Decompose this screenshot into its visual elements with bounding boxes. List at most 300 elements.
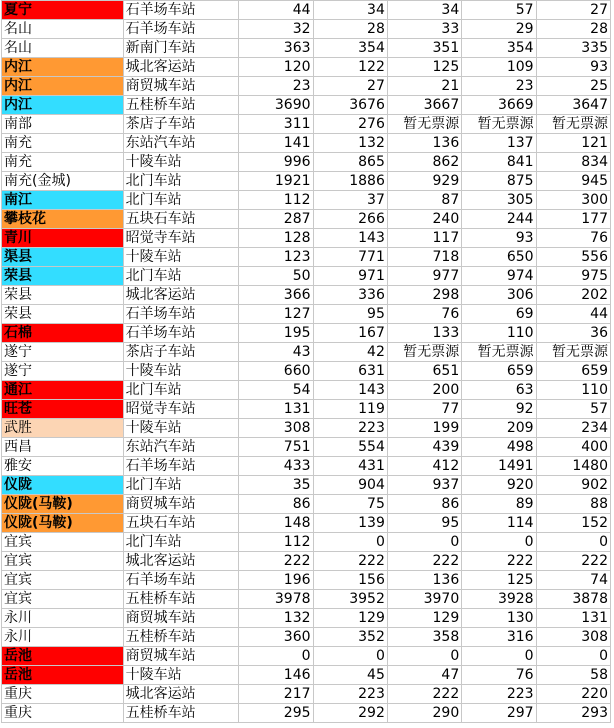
ticket-count-cell[interactable]: 133 xyxy=(387,324,461,343)
station-cell[interactable]: 商贸城车站 xyxy=(123,495,239,514)
ticket-count-cell[interactable]: 0 xyxy=(462,533,536,552)
table-row xyxy=(2,438,611,457)
ticket-count-cell[interactable]: 209 xyxy=(462,419,536,438)
ticket-count-cell[interactable]: 297 xyxy=(462,704,536,723)
ticket-count-cell[interactable]: 34 xyxy=(313,1,387,20)
ticket-count-cell[interactable]: 929 xyxy=(387,172,461,191)
ticket-count-cell[interactable]: 220 xyxy=(536,685,610,704)
ticket-count-cell[interactable]: 298 xyxy=(387,286,461,305)
ticket-count-cell[interactable]: 89 xyxy=(462,495,536,514)
table-row xyxy=(2,343,611,362)
ticket-count-cell[interactable]: 0 xyxy=(239,647,313,666)
city-cell[interactable]: 荣县 xyxy=(2,305,124,324)
ticket-count-cell[interactable]: 223 xyxy=(462,685,536,704)
city-cell[interactable]: 渠县 xyxy=(2,248,124,267)
ticket-count-cell[interactable]: 110 xyxy=(536,381,610,400)
ticket-count-cell[interactable]: 75 xyxy=(313,495,387,514)
city-cell[interactable]: 仪陇(马鞍) xyxy=(2,514,124,533)
city-cell[interactable]: 名山 xyxy=(2,20,124,39)
station-cell[interactable]: 五桂桥车站 xyxy=(123,704,239,723)
city-cell[interactable]: 荣县 xyxy=(2,267,124,286)
ticket-count-cell[interactable]: 200 xyxy=(387,381,461,400)
ticket-count-cell[interactable]: 351 xyxy=(387,39,461,58)
ticket-count-cell[interactable]: 996 xyxy=(239,153,313,172)
ticket-count-cell[interactable]: 412 xyxy=(387,457,461,476)
ticket-count-cell[interactable]: 920 xyxy=(462,476,536,495)
ticket-count-cell[interactable]: 834 xyxy=(536,153,610,172)
ticket-count-cell[interactable]: 308 xyxy=(239,419,313,438)
table-row xyxy=(2,229,611,248)
city-cell[interactable]: 仪陇 xyxy=(2,476,124,495)
ticket-count-cell[interactable]: 217 xyxy=(239,685,313,704)
ticket-count-cell[interactable]: 865 xyxy=(313,153,387,172)
ticket-count-cell[interactable]: 27 xyxy=(536,1,610,20)
city-cell[interactable]: 攀枝花 xyxy=(2,210,124,229)
city-cell[interactable]: 内江 xyxy=(2,96,124,115)
ticket-count-cell[interactable]: 50 xyxy=(239,267,313,286)
ticket-count-cell[interactable]: 3676 xyxy=(313,96,387,115)
ticket-count-cell[interactable]: 199 xyxy=(387,419,461,438)
ticket-count-cell[interactable]: 659 xyxy=(462,362,536,381)
ticket-count-cell[interactable]: 937 xyxy=(387,476,461,495)
ticket-count-cell[interactable]: 0 xyxy=(536,647,610,666)
city-cell[interactable]: 南充(金城) xyxy=(2,172,124,191)
ticket-count-cell[interactable]: 95 xyxy=(387,514,461,533)
ticket-count-cell[interactable]: 295 xyxy=(239,704,313,723)
ticket-count-cell[interactable]: 28 xyxy=(313,20,387,39)
city-cell[interactable]: 永川 xyxy=(2,628,124,647)
table-row xyxy=(2,571,611,590)
ticket-count-cell[interactable]: 222 xyxy=(313,552,387,571)
station-cell[interactable]: 北门车站 xyxy=(123,267,239,286)
city-cell[interactable]: 遂宁 xyxy=(2,343,124,362)
ticket-count-cell[interactable]: 354 xyxy=(462,39,536,58)
ticket-count-cell[interactable]: 35 xyxy=(239,476,313,495)
city-cell[interactable]: 西昌 xyxy=(2,438,124,457)
ticket-count-cell[interactable]: 222 xyxy=(387,685,461,704)
ticket-count-cell[interactable]: 95 xyxy=(313,305,387,324)
ticket-count-cell[interactable]: 93 xyxy=(536,58,610,77)
ticket-count-cell[interactable]: 771 xyxy=(313,248,387,267)
ticket-count-cell[interactable]: 114 xyxy=(462,514,536,533)
ticket-count-cell[interactable]: 904 xyxy=(313,476,387,495)
ticket-count-cell[interactable]: 132 xyxy=(239,609,313,628)
ticket-count-cell[interactable]: 3690 xyxy=(239,96,313,115)
ticket-count-cell[interactable]: 127 xyxy=(239,305,313,324)
ticket-count-cell[interactable]: 363 xyxy=(239,39,313,58)
ticket-count-cell[interactable]: 223 xyxy=(313,685,387,704)
ticket-count-cell[interactable]: 945 xyxy=(536,172,610,191)
station-cell[interactable]: 十陵车站 xyxy=(123,419,239,438)
ticket-count-cell[interactable]: 76 xyxy=(536,229,610,248)
station-cell[interactable]: 石羊场车站 xyxy=(123,457,239,476)
ticket-count-cell[interactable]: 136 xyxy=(387,134,461,153)
ticket-count-cell[interactable]: 119 xyxy=(313,400,387,419)
ticket-count-cell[interactable]: 0 xyxy=(387,647,461,666)
ticket-count-cell[interactable]: 875 xyxy=(462,172,536,191)
ticket-count-cell[interactable]: 112 xyxy=(239,191,313,210)
table-row xyxy=(2,305,611,324)
city-cell[interactable]: 武胜 xyxy=(2,419,124,438)
ticket-count-cell[interactable]: 862 xyxy=(387,153,461,172)
ticket-count-cell[interactable]: 36 xyxy=(536,324,610,343)
station-cell[interactable]: 城北客运站 xyxy=(123,58,239,77)
ticket-count-cell[interactable]: 3669 xyxy=(462,96,536,115)
station-cell[interactable]: 城北客运站 xyxy=(123,552,239,571)
ticket-count-cell[interactable]: 87 xyxy=(387,191,461,210)
ticket-count-cell[interactable]: 34 xyxy=(387,1,461,20)
ticket-count-cell[interactable]: 0 xyxy=(462,647,536,666)
ticket-count-cell[interactable]: 130 xyxy=(462,609,536,628)
ticket-count-cell[interactable]: 222 xyxy=(462,552,536,571)
city-cell[interactable]: 荣县 xyxy=(2,286,124,305)
ticket-count-cell[interactable]: 631 xyxy=(313,362,387,381)
station-cell[interactable]: 十陵车站 xyxy=(123,153,239,172)
station-cell[interactable]: 茶店子车站 xyxy=(123,343,239,362)
ticket-count-cell[interactable]: 308 xyxy=(536,628,610,647)
city-cell[interactable]: 夏宁 xyxy=(2,1,124,20)
ticket-count-cell[interactable]: 45 xyxy=(313,666,387,685)
ticket-count-cell[interactable]: 306 xyxy=(462,286,536,305)
ticket-count-cell[interactable]: 152 xyxy=(536,514,610,533)
city-cell[interactable]: 南江 xyxy=(2,191,124,210)
station-cell[interactable]: 东站汽车站 xyxy=(123,438,239,457)
ticket-count-cell[interactable]: 366 xyxy=(239,286,313,305)
station-cell[interactable]: 五块石车站 xyxy=(123,514,239,533)
ticket-count-cell[interactable]: 143 xyxy=(313,229,387,248)
ticket-count-cell[interactable]: 974 xyxy=(462,267,536,286)
ticket-count-cell[interactable]: 244 xyxy=(462,210,536,229)
ticket-count-cell[interactable]: 902 xyxy=(536,476,610,495)
ticket-count-cell[interactable]: 1491 xyxy=(462,457,536,476)
station-cell[interactable]: 城北客运站 xyxy=(123,286,239,305)
ticket-count-cell[interactable]: 650 xyxy=(462,248,536,267)
ticket-count-cell[interactable]: 0 xyxy=(387,533,461,552)
table-row xyxy=(2,704,611,723)
ticket-count-cell[interactable]: 23 xyxy=(239,77,313,96)
ticket-count-cell[interactable]: 196 xyxy=(239,571,313,590)
city-cell[interactable]: 青川 xyxy=(2,229,124,248)
ticket-count-cell[interactable]: 352 xyxy=(313,628,387,647)
ticket-count-cell[interactable]: 110 xyxy=(462,324,536,343)
table-row xyxy=(2,267,611,286)
ticket-count-cell[interactable]: 131 xyxy=(536,609,610,628)
ticket-count-cell[interactable]: 316 xyxy=(462,628,536,647)
ticket-count-cell[interactable]: 234 xyxy=(536,419,610,438)
ticket-count-cell[interactable]: 86 xyxy=(239,495,313,514)
ticket-count-cell[interactable]: 266 xyxy=(313,210,387,229)
ticket-count-cell[interactable]: 122 xyxy=(313,58,387,77)
ticket-count-cell[interactable]: 1480 xyxy=(536,457,610,476)
table-row xyxy=(2,134,611,153)
ticket-count-cell[interactable]: 141 xyxy=(239,134,313,153)
ticket-count-cell[interactable]: 0 xyxy=(313,647,387,666)
ticket-count-cell[interactable]: 498 xyxy=(462,438,536,457)
station-cell[interactable]: 北门车站 xyxy=(123,533,239,552)
station-cell[interactable]: 新南门车站 xyxy=(123,39,239,58)
city-cell[interactable]: 宜宾 xyxy=(2,533,124,552)
ticket-count-cell[interactable]: 58 xyxy=(536,666,610,685)
ticket-count-cell[interactable]: 44 xyxy=(536,305,610,324)
city-cell[interactable]: 内江 xyxy=(2,77,124,96)
city-cell[interactable]: 遂宁 xyxy=(2,362,124,381)
city-cell[interactable]: 南充 xyxy=(2,134,124,153)
ticket-count-cell[interactable]: 660 xyxy=(239,362,313,381)
ticket-count-cell[interactable]: 57 xyxy=(462,1,536,20)
ticket-count-cell[interactable]: 21 xyxy=(387,77,461,96)
city-cell[interactable]: 内江 xyxy=(2,58,124,77)
table-row xyxy=(2,552,611,571)
city-cell[interactable]: 岳池 xyxy=(2,647,124,666)
city-cell[interactable]: 仪陇(马鞍) xyxy=(2,495,124,514)
ticket-count-cell[interactable]: 27 xyxy=(313,77,387,96)
city-cell[interactable]: 南充 xyxy=(2,153,124,172)
ticket-count-cell[interactable]: 132 xyxy=(313,134,387,153)
station-cell[interactable]: 石羊场车站 xyxy=(123,571,239,590)
ticket-count-cell[interactable]: 3647 xyxy=(536,96,610,115)
table-row xyxy=(2,609,611,628)
city-cell[interactable]: 南部 xyxy=(2,115,124,134)
station-cell[interactable]: 商贸城车站 xyxy=(123,609,239,628)
table-row xyxy=(2,39,611,58)
station-cell[interactable]: 五桂桥车站 xyxy=(123,96,239,115)
ticket-table-body xyxy=(2,1,611,723)
ticket-count-cell[interactable]: 276 xyxy=(313,115,387,134)
station-cell[interactable]: 五桂桥车站 xyxy=(123,628,239,647)
ticket-count-cell[interactable]: 121 xyxy=(536,134,610,153)
station-cell[interactable]: 十陵车站 xyxy=(123,666,239,685)
station-cell[interactable]: 商贸城车站 xyxy=(123,77,239,96)
ticket-count-cell[interactable]: 28 xyxy=(536,20,610,39)
ticket-count-cell[interactable]: 400 xyxy=(536,438,610,457)
ticket-count-cell[interactable]: 202 xyxy=(536,286,610,305)
ticket-count-cell[interactable]: 222 xyxy=(387,552,461,571)
ticket-count-cell[interactable]: 311 xyxy=(239,115,313,134)
ticket-count-cell[interactable]: 139 xyxy=(313,514,387,533)
table-row xyxy=(2,153,611,172)
ticket-count-cell[interactable]: 29 xyxy=(462,20,536,39)
ticket-count-cell[interactable]: 125 xyxy=(387,58,461,77)
ticket-count-cell[interactable]: 439 xyxy=(387,438,461,457)
city-cell[interactable]: 宜宾 xyxy=(2,571,124,590)
ticket-count-cell[interactable]: 暂无票源 xyxy=(536,115,610,134)
ticket-count-cell[interactable]: 3667 xyxy=(387,96,461,115)
station-cell[interactable]: 昭觉寺车站 xyxy=(123,229,239,248)
ticket-count-cell[interactable]: 223 xyxy=(313,419,387,438)
ticket-count-cell[interactable]: 37 xyxy=(313,191,387,210)
ticket-count-cell[interactable]: 120 xyxy=(239,58,313,77)
ticket-count-cell[interactable]: 123 xyxy=(239,248,313,267)
ticket-count-cell[interactable]: 125 xyxy=(462,571,536,590)
ticket-count-cell[interactable]: 431 xyxy=(313,457,387,476)
station-cell[interactable]: 城北客运站 xyxy=(123,685,239,704)
ticket-count-cell[interactable]: 23 xyxy=(462,77,536,96)
ticket-count-cell[interactable]: 971 xyxy=(313,267,387,286)
ticket-count-cell[interactable]: 358 xyxy=(387,628,461,647)
ticket-count-cell[interactable]: 977 xyxy=(387,267,461,286)
ticket-count-cell[interactable]: 659 xyxy=(536,362,610,381)
ticket-count-cell[interactable]: 69 xyxy=(462,305,536,324)
ticket-count-cell[interactable]: 109 xyxy=(462,58,536,77)
ticket-count-cell[interactable]: 0 xyxy=(313,533,387,552)
ticket-count-cell[interactable]: 暂无票源 xyxy=(387,115,461,134)
table-row xyxy=(2,476,611,495)
table-row xyxy=(2,419,611,438)
ticket-count-cell[interactable]: 336 xyxy=(313,286,387,305)
station-cell[interactable]: 北门车站 xyxy=(123,191,239,210)
city-cell[interactable]: 岳池 xyxy=(2,666,124,685)
ticket-count-cell[interactable]: 335 xyxy=(536,39,610,58)
ticket-count-cell[interactable]: 651 xyxy=(387,362,461,381)
ticket-count-cell[interactable]: 3952 xyxy=(313,590,387,609)
ticket-count-cell[interactable]: 25 xyxy=(536,77,610,96)
table-row xyxy=(2,590,611,609)
city-cell[interactable]: 名山 xyxy=(2,39,124,58)
ticket-count-cell[interactable]: 718 xyxy=(387,248,461,267)
table-row xyxy=(2,533,611,552)
station-cell[interactable]: 茶店子车站 xyxy=(123,115,239,134)
ticket-count-cell[interactable]: 暂无票源 xyxy=(387,343,461,362)
ticket-count-cell[interactable]: 292 xyxy=(313,704,387,723)
city-cell[interactable]: 永川 xyxy=(2,609,124,628)
ticket-count-cell[interactable]: 76 xyxy=(462,666,536,685)
ticket-count-cell[interactable]: 112 xyxy=(239,533,313,552)
station-cell[interactable]: 东站汽车站 xyxy=(123,134,239,153)
table-row xyxy=(2,210,611,229)
ticket-count-cell[interactable]: 136 xyxy=(387,571,461,590)
city-cell[interactable]: 石棉 xyxy=(2,324,124,343)
ticket-count-cell[interactable]: 54 xyxy=(239,381,313,400)
ticket-count-cell[interactable]: 暂无票源 xyxy=(462,343,536,362)
ticket-count-cell[interactable]: 222 xyxy=(239,552,313,571)
ticket-count-cell[interactable]: 33 xyxy=(387,20,461,39)
ticket-count-cell[interactable]: 129 xyxy=(387,609,461,628)
ticket-count-cell[interactable]: 暂无票源 xyxy=(462,115,536,134)
station-cell[interactable]: 石羊场车站 xyxy=(123,324,239,343)
ticket-count-cell[interactable]: 3878 xyxy=(536,590,610,609)
station-cell[interactable]: 北门车站 xyxy=(123,476,239,495)
ticket-count-cell[interactable]: 77 xyxy=(387,400,461,419)
ticket-count-cell[interactable]: 156 xyxy=(313,571,387,590)
ticket-count-cell[interactable]: 47 xyxy=(387,666,461,685)
ticket-count-cell[interactable]: 433 xyxy=(239,457,313,476)
table-row xyxy=(2,96,611,115)
ticket-count-cell[interactable]: 76 xyxy=(387,305,461,324)
ticket-count-cell[interactable]: 195 xyxy=(239,324,313,343)
station-cell[interactable]: 北门车站 xyxy=(123,172,239,191)
ticket-count-cell[interactable]: 128 xyxy=(239,229,313,248)
table-row xyxy=(2,514,611,533)
ticket-count-cell[interactable]: 暂无票源 xyxy=(536,343,610,362)
ticket-count-cell[interactable]: 287 xyxy=(239,210,313,229)
city-cell[interactable]: 通江 xyxy=(2,381,124,400)
station-cell[interactable]: 昭觉寺车站 xyxy=(123,400,239,419)
ticket-count-cell[interactable]: 1886 xyxy=(313,172,387,191)
city-cell[interactable]: 雅安 xyxy=(2,457,124,476)
ticket-count-cell[interactable]: 146 xyxy=(239,666,313,685)
station-cell[interactable]: 石羊场车站 xyxy=(123,20,239,39)
table-row xyxy=(2,647,611,666)
ticket-count-cell[interactable]: 751 xyxy=(239,438,313,457)
ticket-count-cell[interactable]: 554 xyxy=(313,438,387,457)
table-row xyxy=(2,628,611,647)
ticket-count-cell[interactable]: 290 xyxy=(387,704,461,723)
table-row xyxy=(2,191,611,210)
station-cell[interactable]: 石羊场车站 xyxy=(123,305,239,324)
table-row xyxy=(2,495,611,514)
ticket-count-cell[interactable]: 240 xyxy=(387,210,461,229)
ticket-count-cell[interactable]: 93 xyxy=(462,229,536,248)
ticket-count-cell[interactable]: 32 xyxy=(239,20,313,39)
ticket-count-cell[interactable]: 305 xyxy=(462,191,536,210)
city-cell[interactable]: 重庆 xyxy=(2,704,124,723)
ticket-count-cell[interactable]: 143 xyxy=(313,381,387,400)
ticket-count-cell[interactable]: 92 xyxy=(462,400,536,419)
station-cell[interactable]: 五块石车站 xyxy=(123,210,239,229)
ticket-count-cell[interactable]: 117 xyxy=(387,229,461,248)
station-cell[interactable]: 商贸城车站 xyxy=(123,647,239,666)
ticket-count-cell[interactable]: 975 xyxy=(536,267,610,286)
ticket-count-cell[interactable]: 57 xyxy=(536,400,610,419)
table-row xyxy=(2,286,611,305)
table-row xyxy=(2,666,611,685)
ticket-count-cell[interactable]: 167 xyxy=(313,324,387,343)
station-cell[interactable]: 石羊场车站 xyxy=(123,1,239,20)
city-cell[interactable]: 宜宾 xyxy=(2,590,124,609)
table-row xyxy=(2,685,611,704)
ticket-count-cell[interactable]: 148 xyxy=(239,514,313,533)
ticket-count-cell[interactable]: 177 xyxy=(536,210,610,229)
ticket-count-cell[interactable]: 3928 xyxy=(462,590,536,609)
ticket-count-cell[interactable]: 354 xyxy=(313,39,387,58)
ticket-count-cell[interactable]: 293 xyxy=(536,704,610,723)
table-row xyxy=(2,58,611,77)
ticket-count-cell[interactable]: 1921 xyxy=(239,172,313,191)
station-cell[interactable]: 十陵车站 xyxy=(123,362,239,381)
ticket-table xyxy=(1,0,611,723)
ticket-count-cell[interactable]: 88 xyxy=(536,495,610,514)
ticket-count-cell[interactable]: 222 xyxy=(536,552,610,571)
ticket-count-cell[interactable]: 43 xyxy=(239,343,313,362)
city-cell[interactable]: 重庆 xyxy=(2,685,124,704)
ticket-count-cell[interactable]: 360 xyxy=(239,628,313,647)
table-row xyxy=(2,457,611,476)
ticket-count-cell[interactable]: 841 xyxy=(462,153,536,172)
ticket-count-cell[interactable]: 131 xyxy=(239,400,313,419)
city-cell[interactable]: 宜宾 xyxy=(2,552,124,571)
station-cell[interactable]: 五桂桥车站 xyxy=(123,590,239,609)
ticket-count-cell[interactable]: 63 xyxy=(462,381,536,400)
ticket-count-cell[interactable]: 0 xyxy=(536,533,610,552)
ticket-count-cell[interactable]: 44 xyxy=(239,1,313,20)
table-row xyxy=(2,400,611,419)
station-cell[interactable]: 十陵车站 xyxy=(123,248,239,267)
ticket-count-cell[interactable]: 137 xyxy=(462,134,536,153)
ticket-count-cell[interactable]: 129 xyxy=(313,609,387,628)
ticket-count-cell[interactable]: 300 xyxy=(536,191,610,210)
table-row xyxy=(2,115,611,134)
station-cell[interactable]: 北门车站 xyxy=(123,381,239,400)
ticket-count-cell[interactable]: 3970 xyxy=(387,590,461,609)
ticket-count-cell[interactable]: 556 xyxy=(536,248,610,267)
ticket-count-cell[interactable]: 3978 xyxy=(239,590,313,609)
table-row xyxy=(2,77,611,96)
city-cell[interactable]: 旺苍 xyxy=(2,400,124,419)
ticket-count-cell[interactable]: 42 xyxy=(313,343,387,362)
ticket-count-cell[interactable]: 74 xyxy=(536,571,610,590)
ticket-count-cell[interactable]: 86 xyxy=(387,495,461,514)
table-row xyxy=(2,362,611,381)
